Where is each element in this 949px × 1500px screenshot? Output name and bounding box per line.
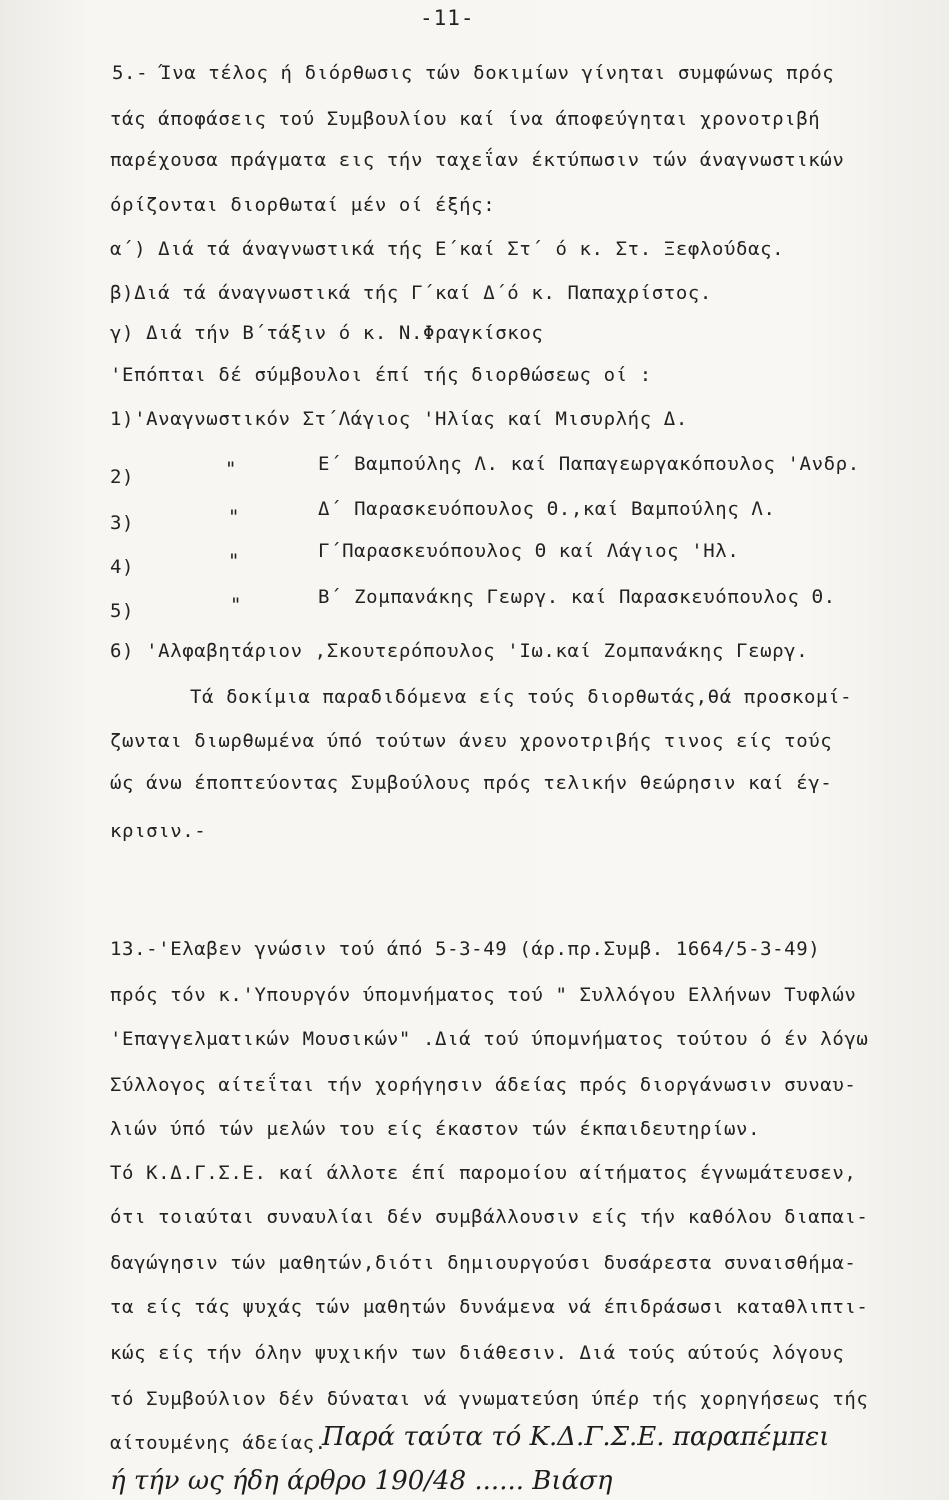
section13-line-5: λιών ύπό τών μελών του είς έκαστον τών έκπαιδευτηρίων. — [110, 1118, 761, 1140]
section13-line-12: αίτουμένης άδείας. — [110, 1432, 327, 1454]
section13-line-11: τό Συμβούλιον δέν δύναται νά γνωματεύση ύπέρ τής χορηγήσεως τής — [110, 1388, 869, 1410]
supervisor-text: Γ΄Παρασκευόπουλος Θ καί Λάγιος 'Ηλ. — [318, 540, 740, 562]
section5-line-6: β)Διά τά άναγνωστικά τής Γ΄καί Δ΄ό κ. Παπαχρίστος. — [110, 282, 712, 304]
section5-line-9: 1)'Αναγνωστικόν Στ΄Λάγιος 'Ηλίας καί Μισυρλής Δ. — [110, 408, 688, 430]
section13-line-7: ότι τοιαύται συναυλίαι δέν συμβάλλουσιν είς τήν καθόλου διαπαι- — [110, 1206, 869, 1228]
handwritten-note-1: Παρά ταύτα τό Κ.Δ.Γ.Σ.Ε. παραπέμπει — [322, 1422, 830, 1452]
section13-line-8: δαγώγησιν τών μαθητών,διότι δημιουργούσι δυσάρεστα συναισθήμα- — [110, 1252, 857, 1274]
section5-alphabet-line: 6) 'Αλφαβητάριον ,Σκουτερόπουλος 'Ιω.καί Ζομπανάκης Γεωργ. — [110, 640, 809, 662]
section5-line-3: παρέχουσα πράγματα εις τήν ταχεΐαν έκτύπωσιν τών άναγνωστικών — [110, 149, 845, 171]
section5-line-4: όρίζονται διορθωταί μέν οί έξής: — [110, 194, 496, 216]
section13-line-3: 'Επαγγελματικών Μουσικών" .Διά τού ύπομνήματος τούτου ό έν λόγω — [110, 1028, 869, 1050]
section5-closing-1: Τά δοκίμια παραδιδόμενα είς τούς διορθωτάς,θά προσκομί- — [190, 686, 853, 708]
supervisor-num: 3) — [110, 512, 135, 534]
section13-line-9: τα είς τάς ψυχάς τών μαθητών δυνάμενα νά έπιδράσωσι καταθλιπτι- — [110, 1296, 869, 1318]
supervisor-text: Β΄ Ζομπανάκης Γεωργ. καί Παρασκευόπουλος Θ. — [318, 586, 836, 608]
handwritten-note-2: ή τήν ως ήδη άρθρο 190/48 ...... Βιάση — [110, 1466, 613, 1496]
supervisor-text: Ε΄ Βαμπούλης Λ. καί Παπαγεωργακόπουλος 'Ανδρ. — [318, 453, 860, 475]
page-number: -11- — [420, 6, 475, 30]
section5-line-2: τάς άποφάσεις τού Συμβουλίου καί ίνα άποφεύγηται χρονοτριβή — [110, 108, 821, 130]
section5-closing-3: ώς άνω έποπτεύοντας Συμβούλους πρός τελικήν θεώρησιν καί έγ- — [110, 772, 833, 794]
section5-line-1: 5.- Ίνα τέλος ή διόρθωσις τών δοκιμίων γίνηται συμφώνως πρός — [112, 62, 835, 84]
section13-line-2: πρός τόν κ.'Υπουργόν ύπομνήματος τού " Συλλόγου Ελλήνων Τυφλών — [110, 984, 857, 1006]
supervisor-num: 4) — [110, 556, 135, 578]
supervisor-num: 5) — [110, 600, 135, 622]
section5-line-7: γ) Διά τήν Β΄τάξιν ό κ. Ν.Φραγκίσκος — [110, 322, 544, 344]
section13-line-10: κώς είς τήν όλην ψυχικήν των διάθεσιν. Διά τούς αύτούς λόγους — [110, 1342, 845, 1364]
section13-line-1: 13.-'Ελαβεν γνώσιν τού άπό 5-3-49 (άρ.πρ.Συμβ. 1664/5-3-49) — [110, 938, 821, 960]
ditto-mark: " — [230, 594, 243, 616]
section5-line-5: α΄) Διά τά άναγνωστικά τής Ε΄καί Στ΄ ό κ. Στ. Ξεφλούδας. — [110, 238, 785, 260]
supervisor-text: Δ΄ Παρασκευόπουλος Θ.,καί Βαμπούλης Λ. — [318, 498, 776, 520]
ditto-mark: " — [228, 506, 241, 528]
supervisor-num: 2) — [110, 466, 135, 488]
section13-line-6: Τό Κ.Δ.Γ.Σ.Ε. καί άλλοτε έπί παρομοίου αίτήματος έγνωμάτευσεν, — [110, 1162, 857, 1184]
ditto-mark: " — [225, 458, 238, 480]
ditto-mark: " — [228, 550, 241, 572]
section5-closing-2: ζωνται διωρθωμένα ύπό τούτων άνευ χρονοτριβής τινος είς τούς — [110, 730, 833, 752]
section5-closing-4: κρισιν.- — [110, 820, 207, 842]
section5-line-8: 'Επόπται δέ σύμβουλοι έπί τής διορθώσεως οί : — [110, 364, 652, 386]
section13-line-4: Σύλλογος αίτεΐται τήν χορήγησιν άδείας πρός διοργάνωσιν συναυ- — [110, 1074, 857, 1096]
